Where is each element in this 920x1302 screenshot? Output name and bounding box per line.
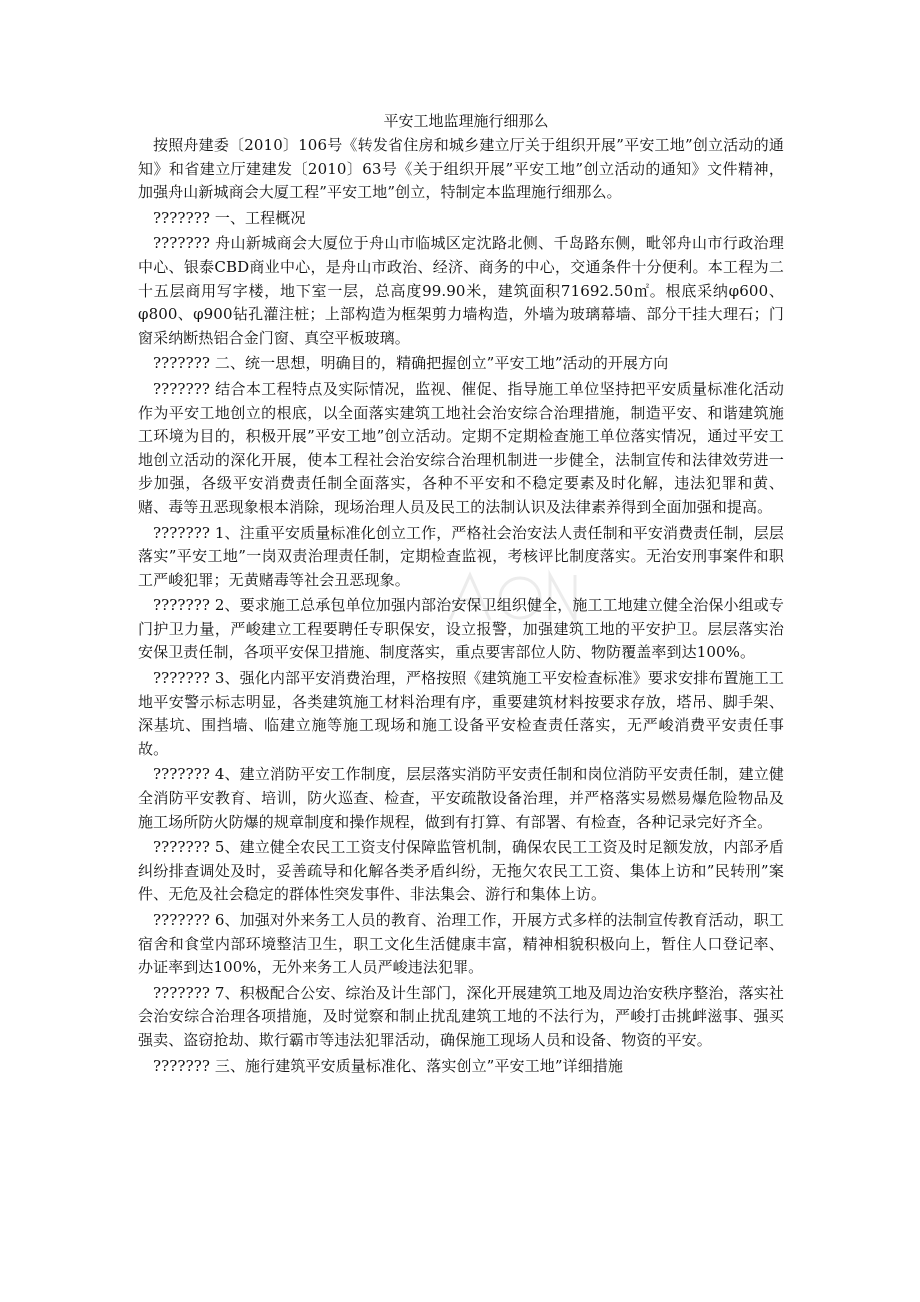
heading-project-overview: ??????? 一、工程概况 [153,208,306,227]
document-page [138,110,784,1080]
heading-unify-thinking: ??????? 二、统一思想，明确目的，精确把握创立”平安工地”活动的开展方向 [153,354,669,373]
list-item-7: ??????? 7、积极配合公安、综治及计生部门，深化开展建筑工地及周边治安秩序整治，落实社会治安综合治理各项措施，及时觉察和制止扰乱建筑工地的不法行为，严峻打击挑衅滋事、强买强卖、盗窃抢劫、欺行霸市等违法犯罪活动，确保施工现场人员和设备、物资的平安。 [138,983,784,1049]
list-item-5: ??????? 5、建立健全农民工工资支付保障监管机制，确保农民工工资及时足额发放，内部矛盾纠纷排查调处及时，妥善疏导和化解各类矛盾纠纷，无拖欠农民工工资、集体上访和”民转刑”案件、无危及社会稳定的群体性突发事件、非法集会、游行和集体上访。 [138,838,784,904]
list-item-3: ??????? 3、强化内部平安消费治理，严格按照《建筑施工平安检查标准》要求安排布置施工工地平安警示标志明显，各类建筑施工材料治理有序，重要建筑材料按要求存放，塔吊、脚手架、深基坑、围挡墙、临建立施等施工现场和施工设备平安检查责任落实，无严峻消费平安责任事故。 [138,669,784,758]
paragraph-intro: 按照舟建委〔2010〕106号《转发省住房和城乡建立厅关于组织开展”平安工地”创立活动的通知》和省建立厅建建发〔2010〕63号《关于组织开展”平安工地”创立活动的通知》文件精神，加强舟山新城商会大厦工程”平安工地”创立，特制定本监理施行细那么。 [138,136,784,202]
paragraph-unify-thinking: ??????? 结合本工程特点及实际情况，监视、催促、指导施工单位坚持把平安质量标准化活动作为平安工地创立的根底，以全面落实建筑工地社会治安综合治理措施，制造平安、和谐建筑施工环境为目的，积极开展”平安工地”创立活动。定期不定期检查施工单位落实情况，通过平安工地创立活动的深化开展，使本工程社会治安综合治理机制进一步健全，法制宣传和法律效劳进一步加强，各级平安消费责任制全面落实，各种不平安和不稳定要素及时化解，违法犯罪和黄、赌、毒等丑恶现象根本消除，现场治理人员及民工的法制认识及法律素养得到全面加强和提高。 [138,379,784,516]
paragraph-project-overview: ??????? 舟山新城商会大厦位于舟山市临城区定沈路北侧、千岛路东侧，毗邻舟山市行政治理中心、银泰CBD商业中心，是舟山市政治、经济、商务的中心，交通条件十分便利。本工程为二十五层商用写字楼，地下室一层，总高度99.90米，建筑面积71692.50㎡。根底采纳φ600、φ800、φ900钻孔灌注桩；上部构造为框架剪力墙构造，外墙为玻璃幕墙、部分干挂大理石；门窗采纳断热铝合金门窗、真空平板玻璃。 [138,234,784,347]
list-item-6: ??????? 6、加强对外来务工人员的教育、治理工作，开展方式多样的法制宣传教育活动，职工宿舍和食堂内部环境整洁卫生，职工文化生活健康丰富，精神相貌积极向上，暂住人口登记率、办证率到达100%，无外来务工人员严峻违法犯罪。 [138,911,784,977]
list-item-2: ??????? 2、要求施工总承包单位加强内部治安保卫组织健全，施工工地建立健全治保小组或专门护卫力量，严峻建立工程要聘任专职保安，设立报警，加强建筑工地的平安护卫。层层落实治安保卫责任制，各项平安保卫措施、制度落实，重点要害部位人防、物防覆盖率到达100%。 [138,596,784,662]
document-title: 平安工地监理施行细那么 [383,112,549,130]
list-item-1: ??????? 1、注重平安质量标准化创立工作，严格社会治安法人责任制和平安消费责任制，层层落实”平安工地”一岗双责治理责任制，定期检查监视，考核评比制度落实。无治安刑事案件和职工严峻犯罪；无黄赌毒等社会丑恶现象。 [138,523,784,589]
list-item-4: ??????? 4、建立消防平安工作制度，层层落实消防平安责任制和岗位消防平安责任制，建立健全消防平安教育、培训，防火巡查、检查，平安疏散设备治理，并严格落实易燃易爆危险物品及施工场所防火防爆的规章制度和操作规程，做到有打算、有部署、有检查，各种记录完好齐全。 [138,765,784,831]
heading-implementation-measures: ??????? 三、施行建筑平安质量标准化、落实创立”平安工地”详细措施 [153,1056,624,1075]
